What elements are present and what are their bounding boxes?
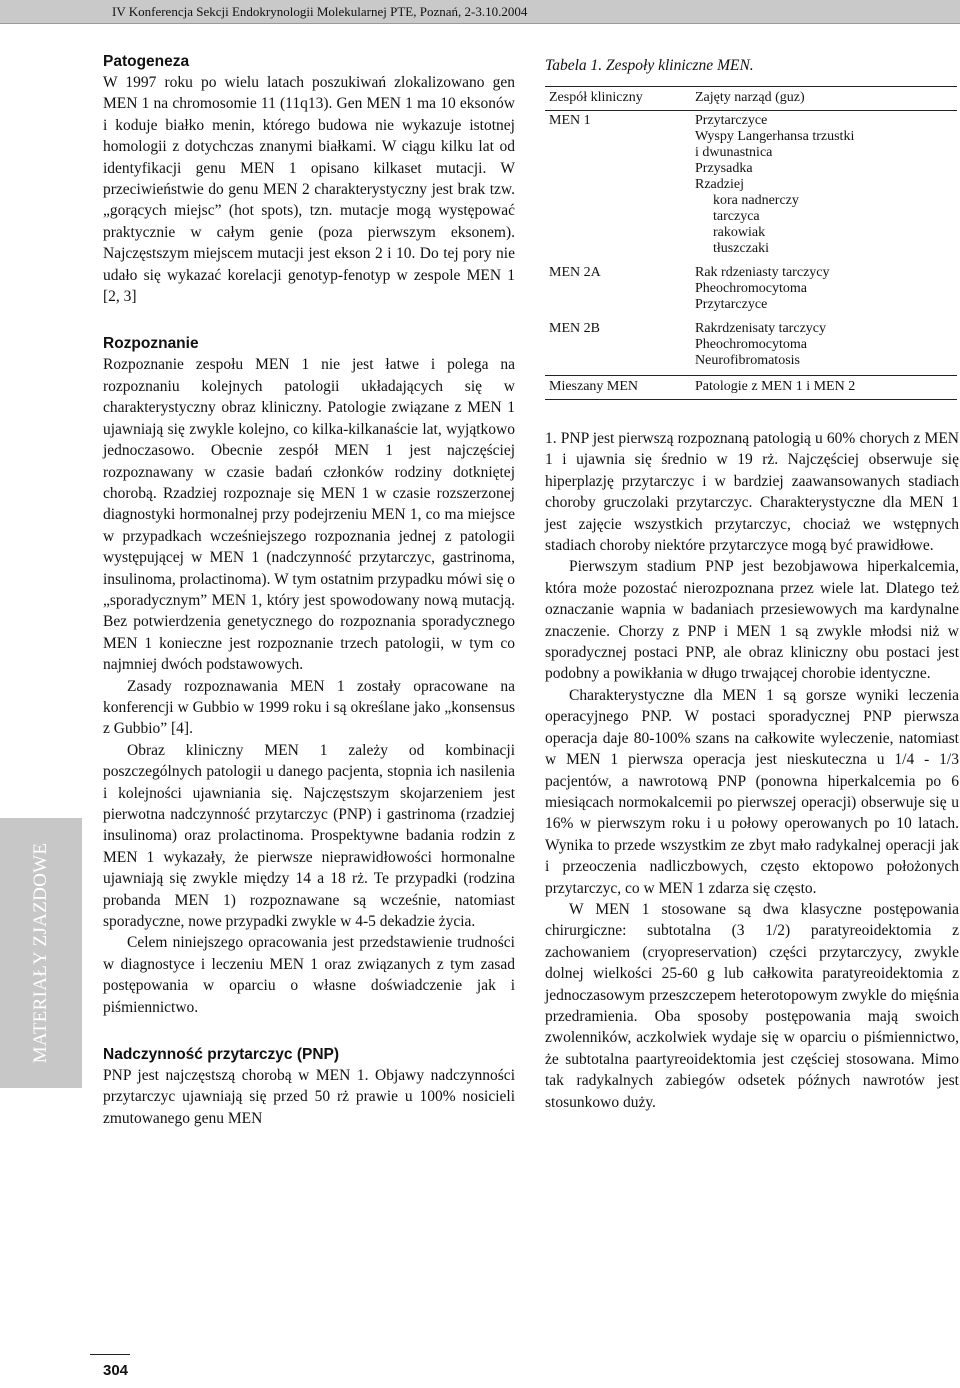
table-row bbox=[545, 376, 957, 400]
organ-item: Rzadziej bbox=[695, 177, 744, 192]
right-column bbox=[545, 56, 959, 1113]
table-cell-organs bbox=[691, 319, 957, 376]
table-cell-organs: Patologie z MEN 1 i MEN 2 bbox=[691, 376, 957, 400]
paragraph-rozpoznanie-4: Celem niniejszego opracowania jest przedstawienie trudności w diagnostyce i leczeniu MEN 1 oraz związanych z tym zasad postępowania w oparciu o własne doświadczenie jak i piśmiennictwo. bbox=[103, 934, 515, 1016]
table-cell-syndrome: MEN 2B bbox=[549, 321, 600, 336]
organ-item: Pheochromocytoma bbox=[695, 337, 807, 352]
side-section-label: MATERIAŁY ZJAZDOWE bbox=[30, 842, 51, 1064]
organ-item: Rak rdzeniasty tarczycy bbox=[695, 265, 830, 280]
paragraph-right-1: 1. PNP jest pierwszą rozpoznaną patologią u 60% chorych z MEN 1 i ujawnia się średnio w 19 rż. Najczęściej obserwuje się hiperplazję przytarczyc i w bardziej zaawansowanych stadiach choroby gruczolaki przytarczyc. Charakterystyczne dla MEN 1 jest zajęcie wszystkich przytarczyc, chociaż we wstępnych stadiach choroby niektóre przytarczyce mogą być prawidłowe. bbox=[545, 430, 959, 555]
men-syndromes-table bbox=[545, 86, 957, 400]
organ-subitem: rakowiak bbox=[713, 225, 766, 240]
table-caption: Tabela 1. Zespoły kliniczne MEN. bbox=[545, 57, 754, 74]
paragraph-rozpoznanie-3: Obraz kliniczny MEN 1 zależy od kombinacji poszczególnych patologii u danego pacjenta, stopnia ich nasilenia i kolejności ujawniania się. Najczęstszym skojarzeniem jest pierwotna nadczynność przytarczyc (PNP) i gastrinoma (rzadziej insulinoma) oraz prolactinoma. Prospektywne badania rodzin z MEN 1 wykazały, że pierwsze nieprawidłowości hormonalne ujawniają się zwykle między 14 a 18 rż. Te przypadki (rodzina probanda MEN 1) rozpoznawane są wcześnie, natomiast sporadyczne, nowe przypadki zwykle w 4-5 dekadzie życia. bbox=[103, 741, 515, 931]
table-header-row bbox=[545, 87, 957, 111]
table-cell-syndrome: Mieszany MEN bbox=[545, 376, 691, 400]
running-header-title: IV Konferencja Sekcji Endokrynologii Molekularnej PTE, Poznań, 2-3.10.2004 bbox=[112, 4, 528, 19]
paragraph-right-2: Pierwszym stadium PNP jest bezobjawowa hiperkalcemia, która może pozostać nierozpoznana przez wiele lat. Dlatego też oznaczanie wapnia w badaniach przesiewowych ma kardynalne znaczenie. Chorzy z PNP i MEN 1 są zwykle młodsi niż w sporadycznej postaci PNP, ale obraz kliniczny obu postaci jest podobny a powikłania w długo trwającej chorobie identyczne. bbox=[545, 558, 959, 683]
footer-rule bbox=[90, 1354, 130, 1355]
section-heading-patogeneza: Patogeneza bbox=[103, 53, 190, 70]
paragraph-patogeneza: W 1997 roku po wielu latach poszukiwań zlokalizowano gen MEN 1 na chromosomie 11 (11q13). Gen MEN 1 ma 10 eksonów i koduje białko menin, którego budowa nie wykazuje istotnej homologii z dotychczas znanymi białkami. W ciągu kilku lat od identyfikacji genu MEN 1 opisano kilkaset mutacji. W przeciwieństwie do genu MEN 2 charakterystyczny jest brak tzw. „gorących miejsc” (hot spots), tzn. mutacje mogą występować praktycznie w całym genie (poza pierwszym eksonem). Najczęstszym miejscem mutacji jest ekson 2 i 10. Do tej pory nie udało się wykazać korelacji genotyp-fenotyp w zespole MEN 1 [2, 3] bbox=[103, 74, 515, 306]
paragraph-pnp: PNP jest najczęstszą chorobą w MEN 1. Objawy nadczynności przytarczyc ujawniają się przed 50 rż prawie u 100% nosicieli zmutowanego genu MEN bbox=[103, 1067, 515, 1127]
organ-item: Przytarczyce bbox=[695, 297, 768, 312]
table-header-organ: Zajęty narząd (guz) bbox=[691, 87, 957, 111]
page-number: 304 bbox=[103, 1362, 129, 1379]
table-header-syndrome: Zespół kliniczny bbox=[545, 87, 691, 111]
table-cell-organs bbox=[691, 263, 957, 319]
organ-item: Przytarczyce bbox=[695, 113, 768, 128]
organ-item: Pheochromocytoma bbox=[695, 281, 807, 296]
side-section-tab bbox=[0, 818, 82, 1088]
organ-item: Rakrdzenisaty tarczycy bbox=[695, 321, 826, 336]
table-row bbox=[545, 263, 957, 319]
section-heading-rozpoznanie: Rozpoznanie bbox=[103, 335, 199, 353]
paragraph-right-3: Charakterystyczne dla MEN 1 są gorsze wyniki leczenia operacyjnego PNP. W postaci sporadycznej PNP pierwsza operacja daje 80-100% szans na całkowite wyleczenie, natomiast w MEN 1 pierwsza operacja jest nieskuteczna u 1/4 - 1/3 pacjentów, a nawrotową PNP (ponowna hiperkalcemia po 6 miesiącach normokalcemii po pierwszej operacji) obserwuje się u 16% w pierwszym roku i u połowy operowanych po 10 latach. Wynika to przede wszystkim ze zbyt mało radykalnej operacji jak i przeoczenia nadliczbowych, często ektopowo położonych przytarczyc, co w MEN 1 zdarza się często. bbox=[545, 686, 959, 897]
table-row bbox=[545, 111, 957, 264]
section-heading-pnp: Nadczynność przytarczyc (PNP) bbox=[103, 1046, 340, 1064]
paragraph-right-4: W MEN 1 stosowane są dwa klasyczne postępowania chirurgiczne: subtotalna (3 1/2) paratyreoidektomia z zachowaniem (cryopreservation) części przytarczycy, zwykle dolnej wielkości 25-60 g lub całkowita paratyreoidektomia z jednoczasowym przeszczepem heterotopowym zwykle do mięśnia przedramienia. Oba sposoby postępowania mają swoich zwolenników, aczkolwiek wydaje się w oparciu o piśmiennictwo, że subtotalna paartyreoidektomia jest częściej stosowana. Mimo tak radykalnych zabiegów odsetek późnych nawrotów jest stosunkowo duży. bbox=[545, 900, 959, 1111]
table-cell-organs bbox=[691, 111, 957, 264]
table-cell-syndrome: MEN 1 bbox=[549, 113, 591, 128]
organ-item: i dwunastnica bbox=[695, 145, 773, 160]
table-row bbox=[545, 319, 957, 376]
organ-item: Wyspy Langerhansa trzustki bbox=[695, 129, 855, 144]
paragraph-rozpoznanie-2: Zasady rozpoznawania MEN 1 zostały opracowane na konferencji w Gubbio w 1999 roku i są określane jako „konsensus z Gubbio” [4]. bbox=[103, 677, 515, 738]
left-column bbox=[103, 51, 515, 1129]
paragraph-rozpoznanie-1: Rozpoznanie zespołu MEN 1 nie jest łatwe i polega na rozpoznaniu kolejnych patologii układających się w charakterystyczny obraz kliniczny. Patologie związane z MEN 1 ujawniają się zwykle kolejno, co kilka-kilkanaście lat, wyjątkowo jednoczasowo. Obecnie zespół MEN 1 jest najczęściej rozpoznawany w czasie badań członków rodziny dotkniętej chorobą. Rzadziej rozpoznaje się MEN 1 w czasie rozszerzonej diagnostyki hormonalnej przy podejrzeniu MEN 1, co ma miejsce w przypadkach wcześniejszego rozpoznania jednej z patologii występującej w MEN 1 (nadczynność przytarczyc, gastrinoma, insulinoma, prolactinoma). W tym ostatnim przypadku mówi się o „sporadycznym” MEN 1, który jest spowodowany nową mutacją. Bez potwierdzenia genetycznego do rozpoznania sporadycznego MEN 1 konieczne jest rozpoznanie trzech patologii, w tym co najmniej dwóch podstawowych. bbox=[103, 356, 515, 674]
organ-item: Neurofibromatosis bbox=[695, 353, 800, 368]
organ-item: Przysadka bbox=[695, 161, 753, 176]
organ-subitem: tarczyca bbox=[713, 209, 760, 224]
organ-subitem: tłuszczaki bbox=[713, 241, 769, 256]
running-header bbox=[0, 0, 960, 24]
organ-subitem: kora nadnerczy bbox=[713, 193, 799, 208]
table-cell-syndrome: MEN 2A bbox=[549, 265, 601, 280]
